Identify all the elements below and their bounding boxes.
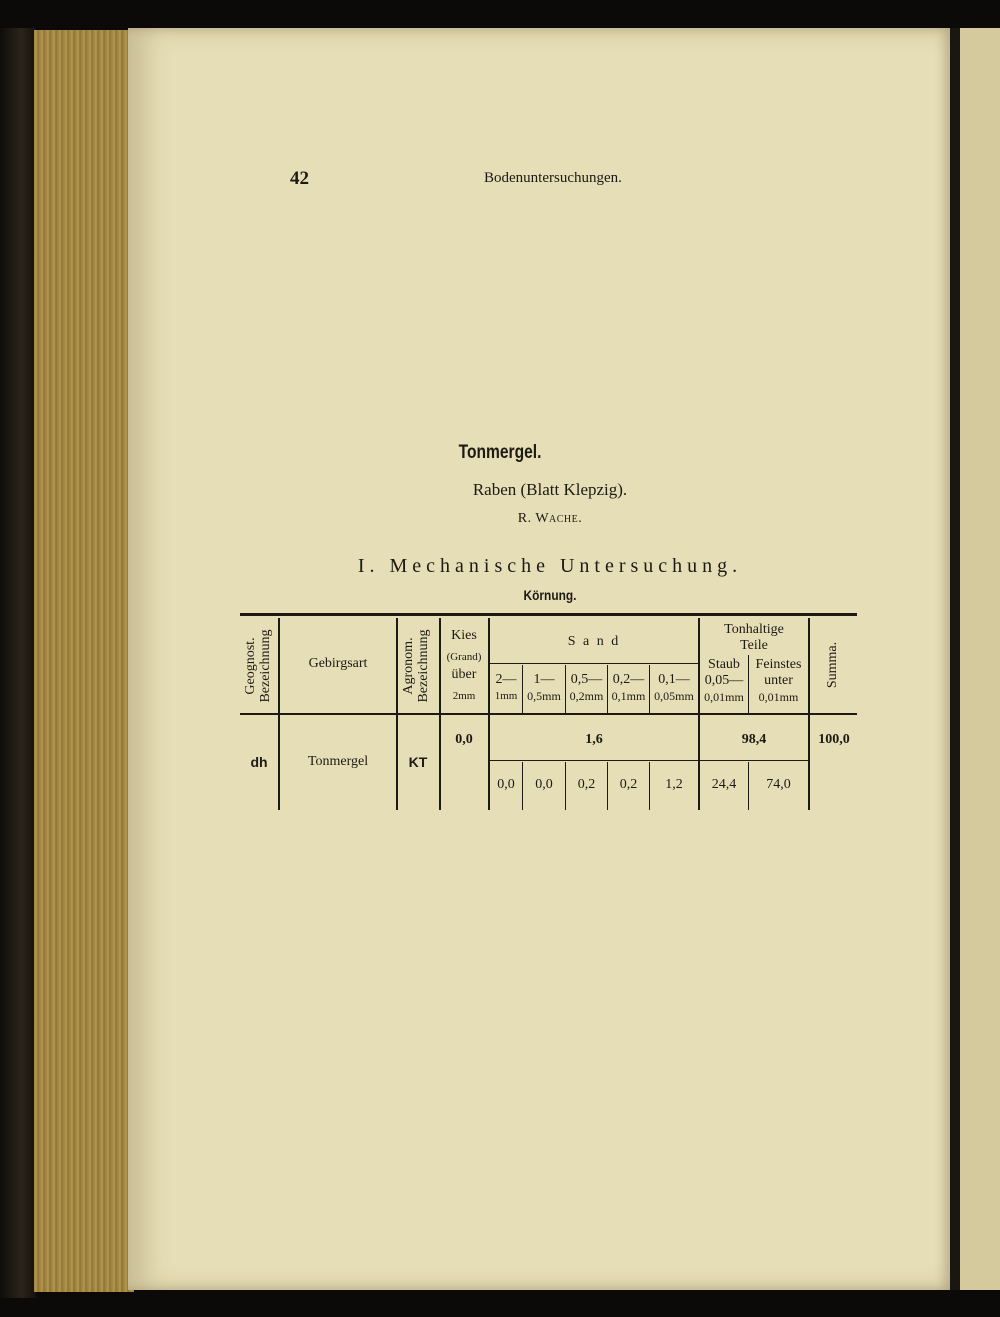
cell-ton-total: 98,4 (741, 732, 767, 747)
sand-col-top: 0,5— (570, 672, 603, 687)
running-title: Bodenuntersuchungen. (484, 170, 622, 186)
author: R. Wache. (517, 511, 583, 526)
book-spine (0, 28, 36, 1298)
header-teile: Teile (740, 638, 768, 653)
analysis-subheading: Körnung. (523, 587, 577, 603)
staub-unit: 0,01mm (704, 690, 744, 704)
feinstes-unter: unter (764, 673, 793, 688)
sand-subheader-rule (490, 663, 698, 664)
location-subtitle: Raben (Blatt Klepzig). (472, 480, 628, 499)
header-staub (700, 657, 748, 705)
header-sand-col (490, 672, 522, 704)
col-rule (439, 618, 441, 810)
sand-col-top: 2— (495, 672, 517, 687)
cell-sand-total: 1,6 (585, 732, 603, 747)
header-sand-col (608, 672, 649, 704)
cell-sand-value: 0,2 (577, 777, 596, 792)
header-feinstes (749, 657, 808, 705)
facing-page-edge (960, 28, 1000, 1290)
col-rule (396, 618, 398, 810)
cell-summa: 100,0 (818, 732, 850, 747)
header-geognost: Geognost. Bezeichnung (243, 629, 273, 703)
sand-col-bottom: 0,1mm (611, 689, 646, 703)
header-gebirgsart: Gebirgsart (308, 656, 368, 671)
sand-col-bottom: 0,05mm (654, 689, 694, 703)
feinstes-unit: 0,01mm (758, 690, 799, 704)
header-sand-col (523, 672, 565, 704)
cell-agronom: KT (408, 754, 428, 770)
header-sand: S a n d (567, 634, 621, 649)
staub-range: 0,05— (704, 673, 744, 688)
cell-kies: 0,0 (455, 732, 473, 747)
cell-feinstes: 74,0 (766, 777, 791, 792)
header-kies-ueber: über (451, 667, 477, 682)
cell-sand-value: 1,2 (665, 777, 683, 792)
header-kies: Kies (451, 628, 477, 643)
cell-sand-value: 0,0 (497, 777, 515, 792)
sand-col-top: 0,1— (658, 672, 690, 687)
page-number: 42 (290, 168, 309, 189)
sand-col-bottom: 0,2mm (569, 689, 604, 703)
header-tonhaltige: Tonhaltige (724, 622, 784, 637)
header-kies-size: 2mm (452, 690, 476, 702)
header-sand-col (650, 672, 698, 704)
header-bottom-rule (240, 713, 857, 715)
cell-sand-value: 0,0 (535, 777, 553, 792)
sand-col-top: 1— (533, 672, 555, 687)
cell-sand-value: 0,2 (619, 777, 638, 792)
cell-geognost: dh (250, 754, 268, 770)
cell-staub: 24,4 (711, 777, 737, 792)
staub-label: Staub (708, 657, 740, 672)
col-rule (278, 618, 280, 810)
header-agronom: Agronom. Bezeichnung (401, 629, 431, 703)
sand-col-bottom: 0,5mm (527, 689, 561, 703)
cell-gebirgsart: Tonmergel (307, 754, 369, 769)
section-title: Tonmergel. (458, 442, 542, 463)
sand-values-rule (490, 760, 698, 761)
col-rule (808, 618, 810, 810)
analysis-heading: I. Mechanische Untersuchung. (357, 555, 743, 577)
header-sand-col (566, 672, 607, 704)
gutter (950, 28, 960, 1290)
page-edges (34, 30, 134, 1292)
header-kies-grand: (Grand) (446, 651, 482, 663)
ton-values-rule (700, 760, 808, 761)
header-summa: Summa. (825, 641, 840, 689)
table-top-rule (240, 613, 857, 616)
sand-col-top: 0,2— (612, 672, 645, 687)
feinstes-label: Feinstes (755, 657, 802, 672)
sand-col-bottom: 1mm (494, 690, 518, 702)
